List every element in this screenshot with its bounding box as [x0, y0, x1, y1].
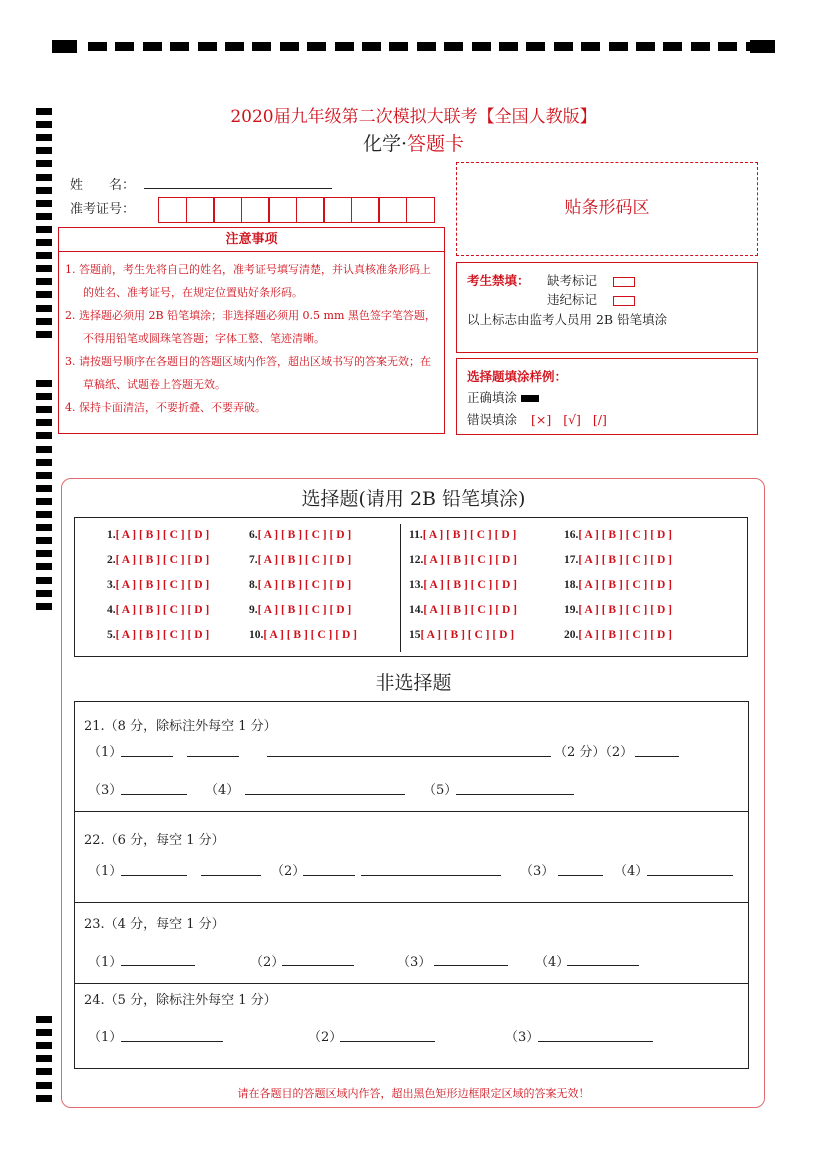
- name-label: 姓 名：: [70, 178, 136, 193]
- notice-item: 4. 保持卡面清洁，不要折叠、不要弄破。: [65, 401, 266, 414]
- option-bubbles[interactable]: [ A ] [ B ] [ C ] [ D ]: [115, 554, 210, 566]
- timing-mark: [36, 472, 52, 479]
- divider: [74, 811, 749, 812]
- choice-question-row[interactable]: [249, 529, 351, 541]
- q23-label-1: （1）: [88, 955, 123, 970]
- timing-mark: [636, 42, 655, 51]
- q23-blank[interactable]: [121, 965, 195, 966]
- id-digit-box[interactable]: [268, 197, 297, 223]
- id-digit-box[interactable]: [186, 197, 215, 223]
- id-digit-box[interactable]: [406, 197, 435, 223]
- question-number: 14.: [409, 604, 424, 616]
- choice-question-row[interactable]: [107, 579, 209, 591]
- choice-question-row[interactable]: [107, 604, 209, 616]
- choice-question-row[interactable]: [409, 629, 514, 641]
- q24-blank[interactable]: [538, 1041, 653, 1042]
- question-number: 19.: [564, 604, 579, 616]
- question-number: 4.: [107, 604, 116, 616]
- notice-item: 2. 选择题必须用 2B 铅笔填涂；非选择题必须用 0.5 mm 黑色签字笔答题，不得用铅笔或圆珠笔答题；字体工整、笔迹清晰。: [65, 309, 436, 345]
- forbidden-note: 以上标志由监考人员用 2B 铅笔填涂: [467, 312, 668, 327]
- wrong-mark-slash: [/]: [592, 412, 607, 427]
- choice-question-row[interactable]: [409, 554, 517, 566]
- timing-mark: [36, 278, 52, 285]
- timing-mark: [252, 42, 271, 51]
- timing-mark: [526, 42, 545, 51]
- q24-heading: 24.（5 分，除标注外每空 1 分）: [84, 993, 277, 1008]
- q22-label-3: （3）: [520, 864, 555, 879]
- timing-mark: [36, 174, 52, 181]
- q21-label-5: （5）: [423, 783, 458, 798]
- timing-mark: [88, 42, 107, 51]
- q22-blank[interactable]: [361, 875, 501, 876]
- option-bubbles[interactable]: [ A ] [ B ] [ C ] [ D ]: [115, 529, 210, 541]
- timing-mark: [444, 42, 463, 51]
- question-number: 6.: [249, 529, 258, 541]
- timing-mark: [36, 213, 52, 220]
- timing-mark: [36, 380, 52, 387]
- option-bubbles[interactable]: [ A ] [ B ] [ C ] [ D ]: [578, 629, 672, 641]
- option-bubbles[interactable]: [ A ] [ B ] [ C ] [ D ]: [578, 604, 672, 616]
- id-digit-box[interactable]: [213, 197, 242, 223]
- choice-question-row[interactable]: [107, 529, 209, 541]
- option-bubbles[interactable]: [ A ] [ B ] [ C ] [ D ]: [420, 629, 515, 641]
- option-bubbles[interactable]: [ A ] [ B ] [ C ] [ D ]: [115, 629, 210, 641]
- choice-question-row[interactable]: [564, 554, 672, 566]
- choice-question-row[interactable]: [249, 579, 351, 591]
- footer-warning: 请在各题目的答题区域内作答，超出黑色矩形边框限定区域的答案无效！: [237, 1087, 590, 1100]
- card-title: [0, 129, 827, 156]
- timing-mark: [36, 524, 52, 531]
- timing-mark: [389, 42, 408, 51]
- timing-mark: [170, 42, 189, 51]
- timing-mark: [691, 42, 710, 51]
- question-number: 3.: [107, 579, 116, 591]
- timing-mark: [280, 42, 299, 51]
- q22-label-4: （4）: [614, 864, 649, 879]
- timing-mark: [36, 537, 52, 544]
- choice-section-title: 选择题(请用 2B 铅笔填涂): [301, 488, 526, 510]
- timing-mark: [472, 42, 491, 51]
- q21-blank[interactable]: [121, 794, 187, 795]
- timing-mark: [609, 42, 628, 51]
- timing-mark: [718, 42, 737, 51]
- timing-mark: [307, 42, 326, 51]
- timing-mark: [36, 200, 52, 207]
- timing-mark: [335, 42, 354, 51]
- q23-heading: 23.（4 分，每空 1 分）: [84, 917, 225, 932]
- timing-mark: [36, 160, 52, 167]
- divider: [74, 983, 749, 984]
- q21-label-2: （2 分）（2）: [554, 745, 634, 760]
- timing-mark: [36, 432, 52, 439]
- q22-blank[interactable]: [201, 875, 261, 876]
- filled-mark-icon: [521, 395, 539, 402]
- timing-mark: [143, 42, 162, 51]
- timing-mark: [36, 305, 52, 312]
- question-number: 10.: [249, 629, 264, 641]
- q22-blank[interactable]: [647, 875, 733, 876]
- question-number: 12.: [409, 554, 424, 566]
- option-bubbles[interactable]: [ A ] [ B ] [ C ] [ D ]: [422, 529, 517, 541]
- timing-mark: [36, 446, 52, 453]
- q21-label-3: （3）: [88, 783, 123, 798]
- question-number: 2.: [107, 554, 116, 566]
- notice-item: 3. 请按题号顺序在各题目的答题区域内作答，超出区域书写的答案无效；在草稿纸、试题卷上答题无效。: [65, 355, 431, 391]
- id-digit-box[interactable]: [378, 197, 407, 223]
- timing-mark: [36, 1016, 52, 1023]
- timing-mark: [36, 563, 52, 570]
- q24-blank[interactable]: [340, 1041, 435, 1042]
- q22-heading: 22.（6 分，每空 1 分）: [84, 833, 225, 848]
- name-field[interactable]: [144, 188, 332, 189]
- q21-blank[interactable]: [456, 794, 574, 795]
- timing-mark: [36, 265, 52, 272]
- choice-question-row[interactable]: [564, 629, 672, 641]
- q22-blank[interactable]: [558, 875, 603, 876]
- option-bubbles[interactable]: [ A ] [ B ] [ C ] [ D ]: [115, 604, 210, 616]
- choice-question-row[interactable]: [564, 579, 672, 591]
- choice-question-row[interactable]: [409, 604, 517, 616]
- q21-label-1: （1）: [88, 745, 123, 760]
- timing-mark: [36, 1068, 52, 1075]
- id-digit-box[interactable]: [351, 197, 380, 223]
- q24-label-1: （1）: [88, 1030, 123, 1045]
- q23-blank[interactable]: [282, 965, 354, 966]
- choice-question-row[interactable]: [107, 629, 209, 641]
- question-number: 20.: [564, 629, 579, 641]
- choice-question-row[interactable]: [409, 579, 517, 591]
- q22-blank[interactable]: [121, 875, 187, 876]
- question-number: 13.: [409, 579, 424, 591]
- timing-mark: [115, 42, 134, 51]
- timing-mark: [36, 291, 52, 298]
- divider: [74, 902, 749, 903]
- q24-label-3: （3）: [505, 1030, 540, 1045]
- timing-mark: [36, 1055, 52, 1062]
- absent-mark-box[interactable]: [613, 277, 635, 287]
- absent-label: 缺考标记: [547, 273, 598, 288]
- question-number: 16.: [564, 529, 579, 541]
- option-bubbles[interactable]: [ A ] [ B ] [ C ] [ D ]: [263, 629, 357, 641]
- choice-question-row[interactable]: [249, 629, 357, 641]
- q21-blank[interactable]: [121, 756, 173, 757]
- choice-divider: [400, 524, 401, 652]
- timing-mark: [417, 42, 436, 51]
- id-label: 准考证号：: [70, 202, 136, 217]
- timing-mark: [36, 252, 52, 259]
- q23-blank[interactable]: [567, 965, 639, 966]
- option-bubbles[interactable]: [ A ] [ B ] [ C ] [ D ]: [257, 529, 352, 541]
- timing-mark: [36, 318, 52, 325]
- question-number: 18.: [564, 579, 579, 591]
- wrong-mark-cross: [×]: [531, 412, 552, 427]
- timing-mark: [581, 42, 600, 51]
- timing-mark: [198, 42, 217, 51]
- q21-blank[interactable]: [187, 756, 239, 757]
- timing-mark: [36, 393, 52, 400]
- q23-label-3: （3）: [397, 955, 432, 970]
- wrong-mark-check: [√]: [563, 412, 581, 427]
- q21-blank[interactable]: [635, 756, 679, 757]
- choice-question-row[interactable]: [564, 604, 672, 616]
- id-digit-box[interactable]: [296, 197, 325, 223]
- timing-mark: [36, 511, 52, 518]
- q23-blank[interactable]: [434, 965, 508, 966]
- question-number: 8.: [249, 579, 258, 591]
- question-number: 17.: [564, 554, 579, 566]
- choice-question-row[interactable]: [249, 604, 351, 616]
- question-number: 7.: [249, 554, 258, 566]
- timing-mark: [36, 603, 52, 610]
- choice-question-row[interactable]: [409, 529, 516, 541]
- timing-mark: [36, 239, 52, 246]
- timing-mark: [36, 187, 52, 194]
- timing-mark: [36, 1029, 52, 1036]
- option-bubbles[interactable]: [ A ] [ B ] [ C ] [ D ]: [257, 604, 352, 616]
- option-bubbles[interactable]: [ A ] [ B ] [ C ] [ D ]: [115, 579, 210, 591]
- timing-mark: [36, 577, 52, 584]
- violation-mark-box[interactable]: [613, 296, 635, 306]
- option-bubbles[interactable]: [ A ] [ B ] [ C ] [ D ]: [578, 554, 672, 566]
- option-bubbles[interactable]: [ A ] [ B ] [ C ] [ D ]: [423, 579, 517, 591]
- q21-blank[interactable]: [267, 756, 551, 757]
- question-number: 11.: [409, 529, 423, 541]
- fill-example-title: 选择题填涂样例：: [467, 369, 568, 384]
- timing-mark: [750, 40, 775, 53]
- id-digit-box[interactable]: [323, 197, 352, 223]
- barcode-area: 贴条形码区: [456, 162, 758, 256]
- timing-mark: [36, 331, 52, 338]
- choice-question-row[interactable]: [249, 554, 351, 566]
- option-bubbles[interactable]: [ A ] [ B ] [ C ] [ D ]: [578, 579, 672, 591]
- q22-blank[interactable]: [303, 875, 355, 876]
- timing-mark: [663, 42, 682, 51]
- timing-mark: [36, 406, 52, 413]
- timing-mark: [362, 42, 381, 51]
- notice-panel: [58, 227, 445, 434]
- q21-heading: 21.（8 分，除标注外每空 1 分）: [84, 719, 277, 734]
- nonchoice-section-title: 非选择题: [375, 672, 452, 694]
- question-number: 15: [409, 629, 421, 641]
- timing-mark: [499, 42, 518, 51]
- forbidden-panel: [456, 262, 758, 353]
- wrong-fill-label: 错误填涂: [467, 412, 518, 427]
- timing-mark: [36, 459, 52, 466]
- choice-question-row[interactable]: [564, 529, 672, 541]
- option-bubbles[interactable]: [ A ] [ B ] [ C ] [ D ]: [423, 604, 517, 616]
- timing-mark: [36, 226, 52, 233]
- id-digit-box[interactable]: [241, 197, 270, 223]
- timing-mark: [225, 42, 244, 51]
- timing-mark: [36, 550, 52, 557]
- question-number: 5.: [107, 629, 116, 641]
- correct-fill-label: 正确填涂: [467, 390, 518, 405]
- notice-heading: 注意事项: [59, 228, 444, 252]
- notice-item: 1. 答题前，考生先将自己的姓名，准考证号填写清楚，并认真核准条形码上的姓名、准考证号，在规定位置贴好条形码。: [65, 263, 431, 299]
- id-digit-box[interactable]: [158, 197, 187, 223]
- fill-example-panel: [456, 358, 758, 435]
- q24-label-2: （2）: [308, 1030, 343, 1045]
- option-bubbles[interactable]: [ A ] [ B ] [ C ] [ D ]: [578, 529, 672, 541]
- answer-card-label: 答题卡: [407, 133, 465, 155]
- timing-mark: [554, 42, 573, 51]
- q22-label-2: （2）: [271, 864, 306, 879]
- timing-mark: [36, 419, 52, 426]
- timing-mark: [36, 590, 52, 597]
- subject-label: 化学·: [362, 133, 408, 155]
- q23-label-2: （2）: [250, 955, 285, 970]
- option-bubbles[interactable]: [ A ] [ B ] [ C ] [ D ]: [257, 554, 352, 566]
- option-bubbles[interactable]: [ A ] [ B ] [ C ] [ D ]: [257, 579, 352, 591]
- q22-label-1: （1）: [88, 864, 123, 879]
- question-number: 1.: [107, 529, 116, 541]
- violation-label: 违纪标记: [547, 292, 598, 307]
- q23-label-4: （4）: [535, 955, 570, 970]
- exam-title: 2020届九年级第二次模拟大联考【全国人教版】: [230, 107, 597, 127]
- q24-blank[interactable]: [121, 1041, 223, 1042]
- timing-mark: [36, 1042, 52, 1049]
- q21-label-4: （4）: [205, 783, 240, 798]
- option-bubbles[interactable]: [ A ] [ B ] [ C ] [ D ]: [423, 554, 517, 566]
- question-number: 9.: [249, 604, 258, 616]
- choice-question-row[interactable]: [107, 554, 209, 566]
- timing-mark: [52, 40, 77, 53]
- q21-blank[interactable]: [245, 794, 405, 795]
- forbidden-title: 考生禁填：: [467, 273, 530, 288]
